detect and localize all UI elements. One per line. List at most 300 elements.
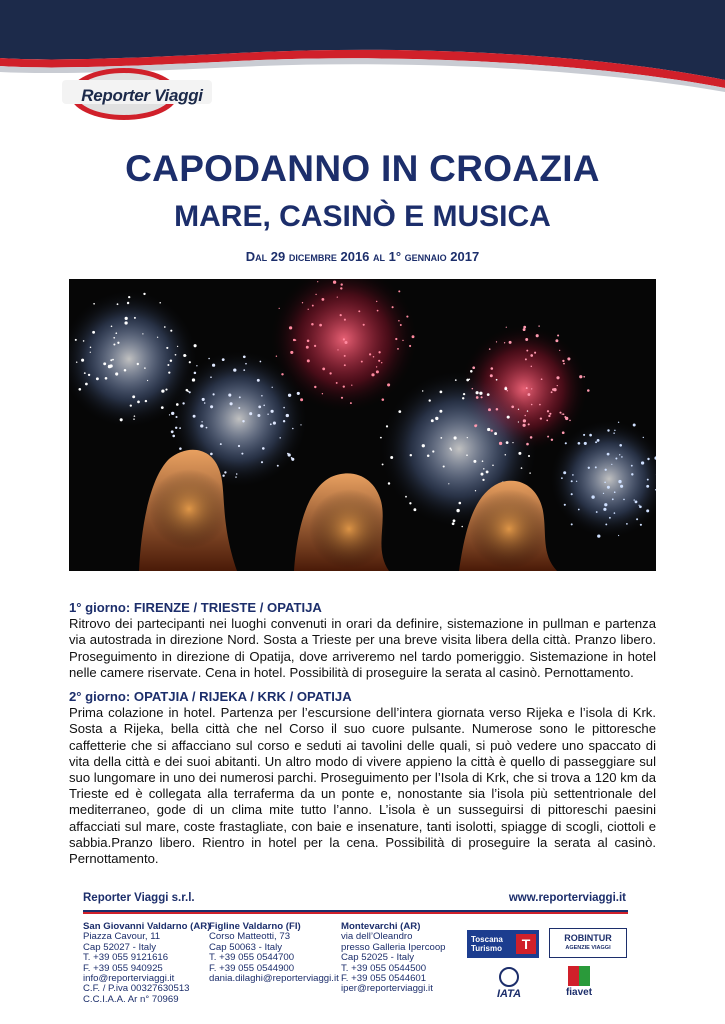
firework-spark — [363, 324, 365, 326]
firework-spark — [562, 360, 564, 362]
office-email[interactable]: info@reporterviaggi.it — [83, 973, 175, 985]
firework-spark — [612, 498, 614, 500]
iata-logo — [489, 964, 529, 1002]
firework-spark — [435, 417, 438, 420]
firework-spark — [486, 470, 489, 473]
firework-spark — [526, 443, 529, 446]
firework-spark — [530, 436, 533, 439]
firework-spark — [605, 469, 607, 471]
firework-spark — [634, 499, 635, 500]
office-line: F. +39 055 0544601 — [341, 973, 427, 985]
firework-spark — [169, 414, 170, 415]
firework-spark — [469, 378, 471, 380]
office-line: T. +39 055 9121616 — [83, 952, 169, 964]
firework-spark — [111, 326, 113, 328]
firework-spark — [412, 335, 415, 338]
firework-spark — [607, 453, 610, 456]
firework-spark — [526, 387, 528, 389]
firework-spark — [147, 380, 148, 381]
firework-spark — [249, 412, 252, 415]
firework-spark — [390, 456, 393, 459]
firework-spark — [546, 420, 548, 422]
firework-spark — [293, 339, 295, 341]
firework-spark — [398, 290, 400, 292]
firework-spark — [395, 338, 397, 340]
firework-spark — [481, 396, 483, 398]
firework-spark — [83, 340, 85, 342]
firework-spark — [277, 465, 279, 467]
firework-spark — [607, 486, 610, 489]
firework-spark — [196, 365, 197, 366]
firework-spark — [283, 420, 285, 422]
firework-spark — [518, 421, 519, 422]
firework-spark — [322, 367, 325, 370]
firework-spark — [647, 458, 649, 460]
page-subtitle: MARE, CASINÒ E MUSICA — [174, 200, 551, 233]
day-2-text: Prima colazione in hotel. Partenza per l’escursione dell’intera giornata verso Rijeka e l’isola di Krk. Sosta a Rijeka, bella città che nel Corso il suo cuore pulsante. Numerose sono le pittoresche caffetterie che si affacciano sul corso e seduti ai tavolini delle quali, si può vedere uno spaccato di vita della città e dei suoi abitanti. Un altro modo di vivere appieno la città è quello di passeggiare sul suo lungomare in uno dei numerosi parchi. Proseguimento per l’Isola di Krk, che si trova a 120 km da Trieste ed è collegata alla terraferma da un ponte e, nonostante sia l’isola più settentrionale del mediterraneo, gode di un clima mite tutto l’anno. L’isola è un susseguirsi di pittoreschi paesini affacciati sul mare, coste frastagliate, con baie e insenature, tanti isolotti, spiagge di scogli, ciottoli e sabbia.Pranzo libero. Rientro in hotel per la cena. Possibilità di proseguire la serata al casinò. Pernottamento. — [69, 705, 656, 867]
firework-spark — [382, 463, 384, 465]
firework-spark — [578, 442, 581, 445]
office-line: Piazza Cavour, 11 — [83, 931, 161, 943]
firework-spark — [92, 331, 95, 334]
firework-spark — [631, 465, 633, 467]
firework-spark — [398, 410, 401, 413]
firework-spark — [506, 441, 509, 444]
firework-spark — [611, 464, 612, 465]
firework-spark — [113, 337, 115, 339]
firework-spark — [615, 458, 617, 460]
firework-spark — [462, 397, 464, 399]
firework-spark — [531, 366, 532, 367]
firework-spark — [522, 424, 525, 427]
firework-spark — [307, 359, 310, 362]
firework-spark — [496, 379, 498, 381]
firework-spark — [137, 401, 140, 404]
firework-spark — [597, 439, 600, 442]
firework-spark — [609, 517, 611, 519]
logo-text: Reporter Viaggi — [81, 86, 203, 105]
firework-spark — [228, 394, 231, 397]
firework-spark — [194, 372, 197, 375]
firework-spark — [595, 466, 597, 468]
firework-spark — [512, 442, 513, 443]
firework-spark — [509, 341, 512, 344]
turismo-label: Turismo — [471, 944, 502, 953]
robintur-logo — [549, 928, 627, 958]
firework-spark — [267, 414, 268, 415]
firework-spark — [172, 435, 175, 438]
firework-spark — [88, 374, 90, 376]
office-line: C.F. / P.iva 00327630513 — [83, 983, 190, 995]
firework-spark — [563, 413, 565, 415]
firework-spark — [646, 509, 649, 512]
firework-spark — [78, 388, 81, 391]
firework-spark — [243, 355, 246, 358]
firework-spark — [565, 417, 568, 420]
firework-spark — [130, 404, 132, 406]
firework-spark — [159, 302, 161, 304]
firework-spark — [236, 473, 238, 475]
firework-spark — [212, 364, 215, 367]
firework-spark — [378, 351, 380, 353]
firework-spark — [387, 383, 390, 386]
firework-spark — [397, 348, 399, 350]
firework-spark — [201, 421, 202, 422]
firework-spark — [429, 399, 431, 401]
firework-spark — [647, 479, 649, 481]
firework-spark — [290, 351, 293, 354]
firework-spark — [562, 431, 565, 434]
firework-spark — [398, 320, 400, 322]
firework-spark — [588, 467, 590, 469]
firework-spark — [343, 338, 345, 340]
firework-spark — [300, 398, 303, 401]
firework-spark — [93, 303, 95, 305]
firework-spark — [583, 434, 585, 436]
firework-spark — [124, 321, 127, 324]
firework-spark — [548, 415, 550, 417]
firework-spark — [177, 346, 178, 347]
firework-spark — [381, 362, 382, 363]
firework-spark — [525, 358, 527, 360]
firework-spark — [307, 340, 310, 343]
firework-spark — [557, 334, 559, 336]
firework-spark — [621, 456, 623, 458]
firework-spark — [564, 504, 566, 506]
firework-spark — [489, 348, 491, 350]
firework-spark — [432, 450, 434, 452]
firework-spark — [530, 354, 533, 357]
firework-spark — [273, 422, 276, 425]
firework-spark — [171, 430, 174, 433]
firework-spark — [409, 345, 411, 347]
office-line: presso Galleria Ipercoop — [341, 941, 446, 953]
firework-spark — [563, 471, 566, 474]
firework-spark — [561, 477, 563, 479]
firework-spark — [302, 302, 303, 303]
firework-spark — [511, 405, 514, 408]
firework-spark — [643, 437, 644, 438]
firework-spark — [380, 437, 382, 439]
firework-spark — [567, 357, 570, 360]
firework-spark — [242, 420, 244, 422]
firework-spark — [210, 453, 213, 456]
firework-spark — [117, 342, 119, 344]
firework-spark — [291, 458, 294, 461]
firework-spark — [182, 402, 184, 404]
office-email[interactable]: iper@reporterviaggi.it — [341, 983, 433, 995]
firework-spark — [321, 298, 324, 301]
firework-spark — [618, 535, 619, 536]
office-figline — [209, 922, 339, 984]
firework-spark — [547, 410, 549, 412]
firework-spark — [235, 476, 236, 477]
firework-spark — [626, 523, 628, 525]
firework-spark — [175, 427, 177, 429]
fiavet-mark-icon — [568, 966, 590, 986]
toscana-turismo-logo — [467, 930, 539, 958]
firework-spark — [527, 410, 528, 411]
firework-spark — [103, 362, 106, 365]
firework-spark — [440, 437, 442, 439]
firework-spark — [96, 377, 99, 380]
firework-spark — [551, 439, 553, 441]
firework-spark — [115, 372, 118, 375]
day-2 — [69, 689, 656, 867]
fiavet-logo — [557, 962, 601, 1002]
page-title: CAPODANNO IN CROAZIA — [125, 148, 600, 189]
firework-spark — [405, 496, 407, 498]
firework-spark — [538, 325, 539, 326]
firework-spark — [482, 479, 484, 481]
firework-spark — [490, 374, 493, 377]
firework-spark — [132, 395, 135, 398]
firework-spark — [556, 376, 559, 379]
fiavet-label: fiavet — [565, 987, 593, 998]
firework-spark — [308, 309, 309, 310]
office-line: T. +39 055 0544500 — [341, 962, 427, 974]
firework-spark — [245, 363, 247, 365]
firework-spark — [595, 441, 597, 443]
office-line: Cap 50063 - Italy — [209, 941, 283, 953]
firework-spark — [133, 418, 135, 420]
firework-spark — [220, 443, 222, 445]
trip-dates: Dal 29 dicembre 2016 al 1° gennaio 2017 — [245, 249, 480, 264]
firework-spark — [336, 382, 338, 384]
firework-spark — [476, 396, 479, 399]
firework-spark — [241, 453, 243, 455]
firework-spark — [340, 314, 342, 316]
firework-spark — [525, 338, 528, 341]
firework-spark — [524, 415, 526, 417]
firework-spark — [619, 444, 622, 447]
firework-spark — [576, 481, 577, 482]
firework-spark — [276, 355, 277, 356]
firework-spark — [112, 359, 114, 361]
robintur-sub-label: AGENZIE VIAGGI — [565, 945, 611, 951]
firework-spark — [496, 341, 497, 342]
firework-spark — [361, 361, 363, 363]
firework-spark — [319, 324, 322, 327]
firework-spark — [170, 330, 172, 332]
toscana-label: Toscana — [471, 935, 503, 944]
firework-spark — [115, 332, 117, 334]
firework-spark — [603, 508, 606, 511]
firework-spark — [343, 385, 345, 387]
firework-spark — [459, 502, 462, 505]
firework-spark — [603, 493, 604, 494]
firework-spark — [344, 355, 346, 357]
firework-spark — [640, 524, 642, 526]
firework-spark — [76, 361, 77, 362]
firework-spark — [90, 352, 91, 353]
firework-spark — [427, 455, 430, 458]
firework-spark — [200, 424, 203, 427]
firework-spark — [589, 434, 592, 437]
firework-spark — [578, 509, 580, 511]
firework-spark — [213, 393, 215, 395]
footer-website-link[interactable]: www.reporterviaggi.it — [508, 892, 626, 904]
firework-spark — [507, 416, 510, 419]
firework-spark — [168, 371, 170, 373]
firework-spark — [400, 324, 402, 326]
firework-spark — [482, 460, 484, 462]
firework-spark — [614, 491, 616, 493]
firework-spark — [179, 427, 181, 429]
day-2-title: 2° giorno: OPATJIA / RIJEKA / KRK / OPATIJA — [69, 689, 352, 705]
firework-spark — [518, 409, 519, 410]
firework-spark — [75, 339, 77, 341]
firework-spark — [192, 378, 195, 381]
firework-spark — [413, 508, 416, 511]
firework-spark — [143, 293, 145, 295]
firework-spark — [170, 360, 172, 362]
firework-spark — [551, 391, 553, 393]
firework-spark — [279, 437, 280, 438]
firework-spark — [454, 436, 457, 439]
firework-spark — [555, 339, 558, 342]
firework-spark — [175, 354, 177, 356]
firework-spark — [479, 392, 482, 395]
firework-spark — [571, 480, 573, 482]
firework-spark — [633, 424, 636, 427]
firework-spark — [311, 323, 314, 326]
firework-spark — [144, 367, 146, 369]
firework-spark — [559, 412, 561, 414]
firework-spark — [288, 453, 291, 456]
firework-spark — [472, 366, 475, 369]
firework-spark — [358, 310, 360, 312]
firework-spark — [456, 509, 459, 512]
firework-spark — [448, 483, 449, 484]
firework-spark — [124, 369, 127, 372]
firework-spark — [208, 358, 210, 360]
firework-spark — [171, 412, 174, 415]
firework-spark — [506, 327, 507, 328]
footer-company: Reporter Viaggi s.r.l. — [83, 892, 195, 904]
firework-spark — [176, 403, 179, 406]
firework-spark — [369, 353, 371, 355]
firework-spark — [562, 413, 563, 414]
firework-spark — [145, 400, 147, 402]
firework-spark — [317, 281, 318, 282]
firework-spark — [341, 397, 343, 399]
firework-spark — [376, 370, 379, 373]
firework-spark — [378, 360, 380, 362]
firework-spark — [238, 445, 240, 447]
firework-spark — [618, 422, 619, 423]
firework-spark — [371, 373, 374, 376]
firework-spark — [300, 424, 301, 425]
day-1 — [69, 600, 656, 681]
firework-spark — [230, 402, 233, 405]
firework-spark — [270, 423, 272, 425]
firework-spark — [271, 410, 274, 413]
firework-spark — [341, 283, 343, 285]
office-san-giovanni — [83, 922, 210, 1005]
firework-spark — [584, 442, 587, 445]
firework-spark — [591, 495, 594, 498]
firework-spark — [613, 432, 615, 434]
firework-spark — [314, 386, 316, 388]
firework-spark — [344, 341, 347, 344]
firework-spark — [490, 429, 492, 431]
office-line: C.C.I.A.A. Ar n° 70969 — [83, 993, 179, 1005]
firework-spark — [351, 385, 352, 386]
firework-spark — [483, 468, 484, 469]
office-email[interactable]: dania.dilaghi@reporterviaggi.it — [209, 973, 339, 985]
firework-spark — [523, 326, 526, 329]
itinerary — [69, 600, 656, 875]
firework-spark — [563, 363, 565, 365]
firework-spark — [286, 414, 289, 417]
firework-spark — [475, 490, 476, 491]
firework-spark — [179, 447, 182, 450]
office-name: San Giovanni Valdarno (AR) — [83, 921, 211, 932]
firework-spark — [238, 407, 240, 409]
firework-spark — [587, 389, 590, 392]
firework-spark — [572, 474, 574, 476]
firework-spark — [614, 430, 615, 431]
firework-spark — [373, 356, 375, 358]
firework-spark — [257, 379, 260, 382]
firework-spark — [491, 367, 494, 370]
firework-spark — [157, 337, 158, 338]
firework-spark — [619, 454, 620, 455]
firework-spark — [496, 408, 499, 411]
firework-spark — [210, 376, 212, 378]
footer-divider — [83, 910, 628, 914]
firework-spark — [487, 393, 490, 396]
firework-spark — [487, 428, 490, 431]
firework-spark — [312, 305, 314, 307]
firework-spark — [623, 499, 625, 501]
firework-spark — [571, 493, 573, 495]
firework-spark — [422, 390, 423, 391]
firework-spark — [541, 378, 543, 380]
firework-spark — [117, 303, 119, 305]
firework-spark — [579, 375, 582, 378]
fireworks-photo — [69, 279, 656, 571]
firework-spark — [189, 391, 191, 393]
firework-spark — [329, 372, 331, 374]
firework-spark — [604, 481, 606, 483]
firework-spark — [547, 436, 549, 438]
office-line: F. +39 055 0544900 — [209, 962, 295, 974]
firework-spark — [553, 388, 556, 391]
firework-spark — [84, 372, 86, 374]
firework-spark — [288, 394, 291, 397]
firework-spark — [222, 475, 224, 477]
firework-spark — [110, 359, 112, 361]
firework-spark — [549, 413, 551, 415]
firework-spark — [261, 461, 263, 463]
footer — [69, 884, 656, 1019]
toscana-mark-icon: T — [516, 934, 536, 954]
firework-spark — [409, 502, 411, 504]
firework-spark — [529, 472, 530, 473]
firework-spark — [333, 281, 336, 284]
firework-spark — [518, 452, 521, 455]
firework-spark — [263, 405, 265, 407]
firework-spark — [521, 467, 523, 469]
firework-spark — [473, 460, 476, 463]
firework-spark — [202, 398, 205, 401]
firework-spark — [161, 389, 164, 392]
firework-spark — [452, 522, 455, 525]
firework-spark — [344, 364, 346, 366]
firework-spark — [297, 392, 300, 395]
